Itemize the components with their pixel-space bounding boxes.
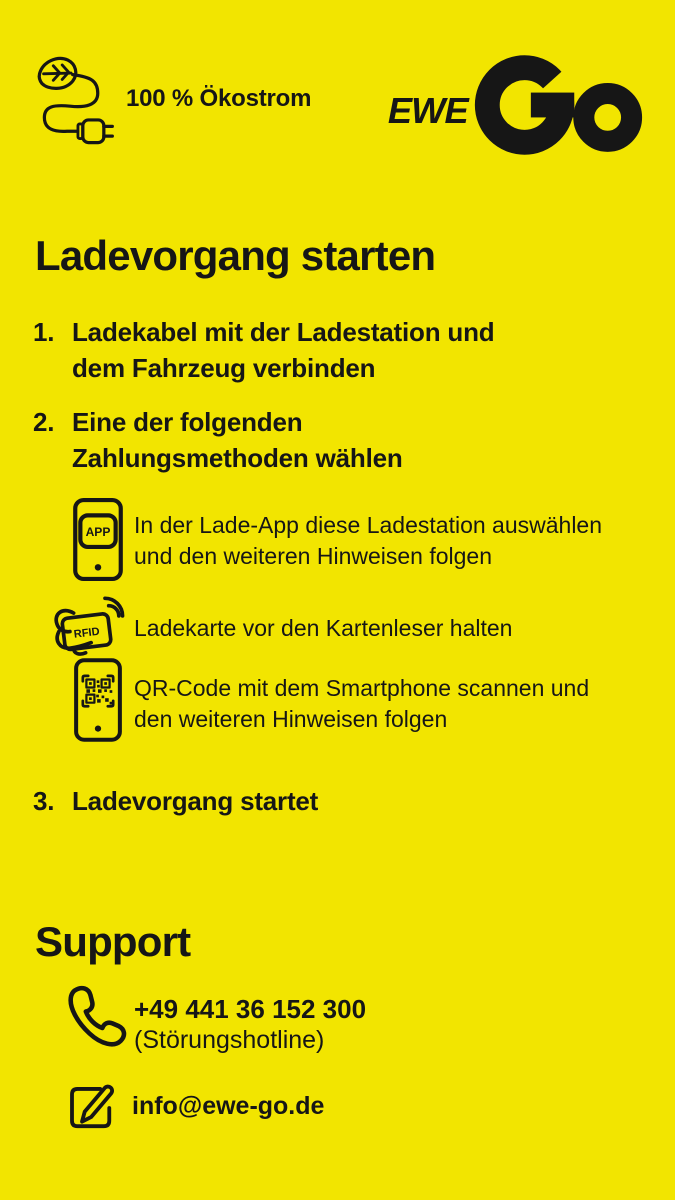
step-2 — [33, 404, 403, 476]
step-1-number: 1. — [33, 317, 55, 347]
support-phone-label: (Störungshotline) — [134, 1026, 325, 1054]
app-icon-label: APP — [85, 525, 111, 540]
step-3 — [33, 783, 318, 819]
phone-handset-icon — [62, 984, 128, 1050]
leaf-plug-icon — [33, 52, 114, 145]
page-title: Ladevorgang starten — [35, 232, 436, 279]
payment-qr-text: QR-Code mit dem Smartphone scannen und den weiteren Hinweisen folgen — [134, 675, 590, 732]
step-2-text: Eine der folgenden Zahlungsmethoden wählen — [72, 407, 403, 473]
support-phone-number: +49 441 36 152 300 — [134, 994, 367, 1024]
compose-email-icon — [62, 1078, 122, 1138]
rfid-card-icon — [50, 590, 136, 662]
app-phone-icon — [72, 496, 124, 583]
step-2-number: 2. — [33, 407, 55, 437]
payment-rfid-text: Ladekarte vor den Kartenleser halten — [134, 615, 513, 641]
step-1-text: Ladekabel mit der Ladestation und dem Fahrzeug verbinden — [72, 317, 495, 383]
payment-app-text: In der Lade-App diese Ladestation auswählen und den weiteren Hinweisen folgen — [134, 512, 603, 569]
step-1 — [33, 314, 494, 386]
rfid-icon-label: RFID — [73, 625, 101, 641]
support-heading: Support — [35, 918, 191, 965]
step-3-number: 3. — [33, 786, 55, 816]
ewe-go-logo — [386, 52, 644, 158]
qr-code-phone-icon — [73, 656, 123, 744]
logo-ewe-text: EWE — [387, 90, 468, 132]
support-email: info@ewe-go.de — [132, 1092, 325, 1120]
step-3-text: Ladevorgang startet — [72, 786, 319, 816]
eco-power-label: 100 % Ökostrom — [126, 85, 312, 112]
